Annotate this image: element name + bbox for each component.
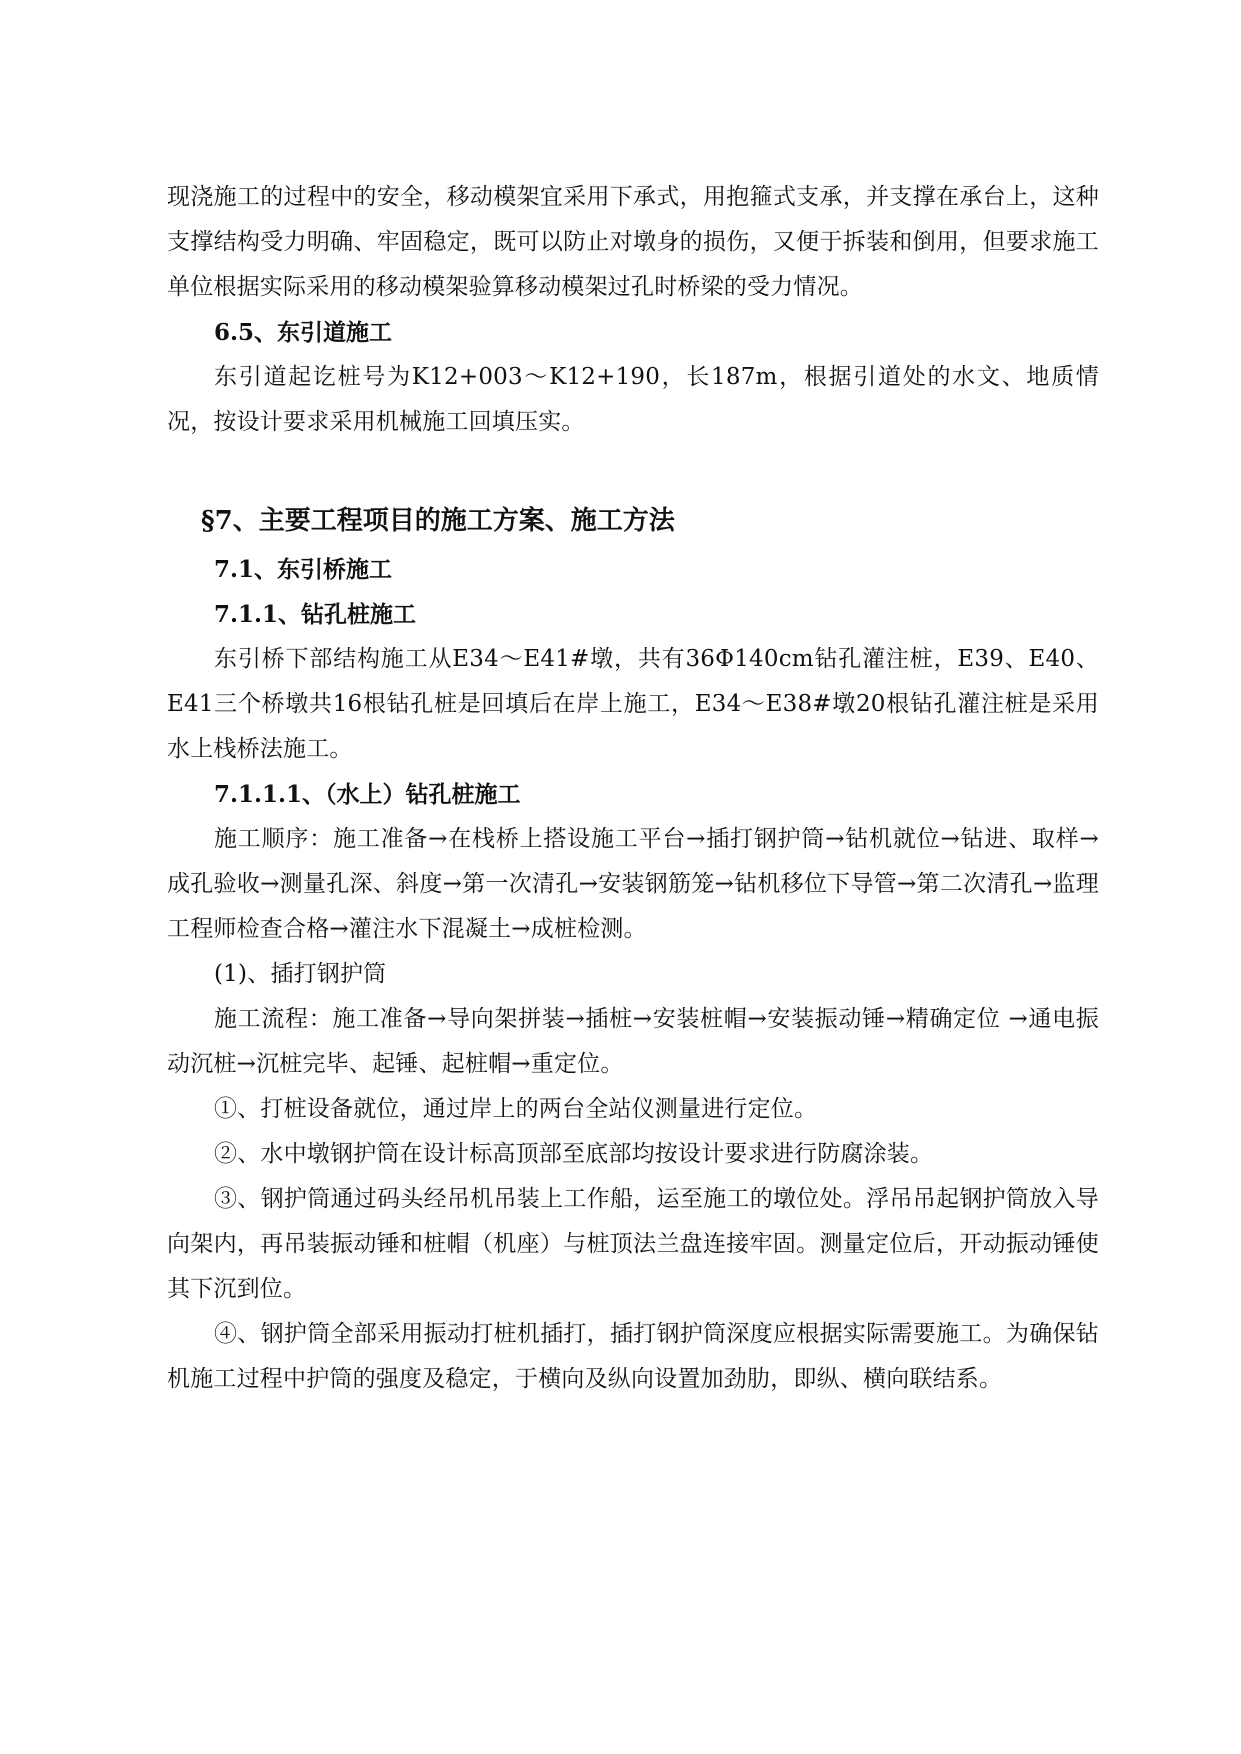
heading-6-5: 6.5、东引道施工 — [214, 319, 393, 346]
step-1: ①、打桩设备就位，通过岸上的两台全站仪测量进行定位。 — [214, 1096, 818, 1122]
paragraph-7-1-1: 东引桥下部结构施工从E34～E41#墩，共有36Φ140cm钻孔灌注桩，E39、E40、E41三个桥墩共16根钻孔桩是回填后在岸上施工，E34～E38#墩20根钻孔灌注桩是采用水上栈桥法施工。 — [167, 646, 1099, 762]
heading-7-1-1-1: 7.1.1.1、（水上）钻孔桩施工 — [214, 781, 521, 808]
paragraph-construction-flow: 施工流程：施工准备→导向架拼装→插桩→安装桩帽→安装振动锤→精确定位 →通电振动沉桩→沉桩完毕、起锤、起桩帽→重定位。 — [167, 1006, 1099, 1077]
section-spacer — [167, 445, 1099, 495]
document-body — [167, 175, 1099, 1402]
item-1-title: (1)、插打钢护筒 — [214, 961, 387, 987]
step-4: ④、钢护筒全部采用振动打桩机插打，插打钢护筒深度应根据实际需要施工。为确保钻机施工过程中护筒的强度及稳定，于横向及纵向设置加劲肋，即纵、横向联结系。 — [167, 1321, 1099, 1392]
step-2: ②、水中墩钢护筒在设计标高顶部至底部均按设计要求进行防腐涂装。 — [214, 1141, 934, 1167]
step-3: ③、钢护筒通过码头经吊机吊装上工作船，运至施工的墩位处。浮吊吊起钢护筒放入导向架内，再吊装振动锤和桩帽（机座）与桩顶法兰盘连接牢固。测量定位后，开动振动锤使其下沉到位。 — [167, 1186, 1099, 1302]
paragraph-construction-sequence: 施工顺序：施工准备→在栈桥上搭设施工平台→插打钢护筒→钻机就位→钻进、取样→成孔验收→测量孔深、斜度→第一次清孔→安装钢筋笼→钻机移位下导管→第二次清孔→监理工程师检查合格→灌注水下混凝土→成桩检测。 — [167, 826, 1099, 942]
heading-7-1: 7.1、东引桥施工 — [214, 556, 393, 583]
paragraph-6-5: 东引道起讫桩号为K12+003～K12+190，长187m，根据引道处的水文、地质情况，按设计要求采用机械施工回填压实。 — [167, 364, 1099, 435]
heading-7-1-1: 7.1.1、钻孔桩施工 — [214, 601, 417, 628]
paragraph-continuation: 现浇施工的过程中的安全，移动模架宜采用下承式，用抱箍式支承，并支撑在承台上，这种支撑结构受力明确、牢固稳定，既可以防止对墩身的损伤，又便于拆装和倒用，但要求施工单位根据实际采用的移动模架验算移动模架过孔时桥梁的受力情况。 — [167, 184, 1099, 300]
heading-section-7: §7、主要工程项目的施工方案、施工方法 — [201, 506, 675, 536]
